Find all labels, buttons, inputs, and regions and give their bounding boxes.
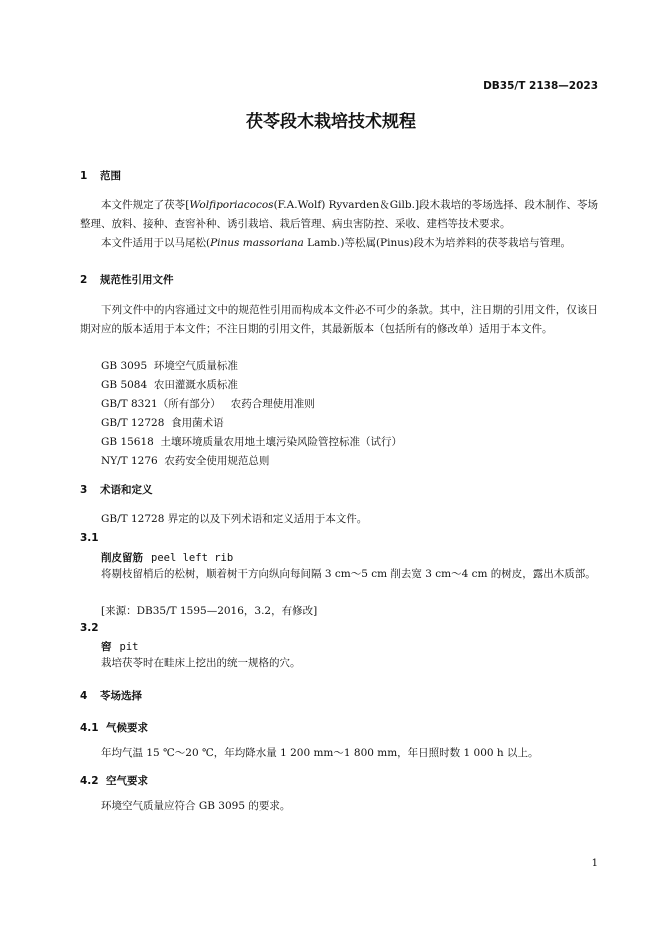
term-heading — [101, 639, 138, 654]
subsection-title: 气候要求 — [106, 722, 148, 734]
term-number: 3.2 — [80, 622, 99, 634]
reference-name: 农田灌溉水质标准 — [153, 379, 238, 391]
reference-item — [101, 377, 238, 392]
text-run: Lamb.)等松属(Pinus)段木为培养料的茯苓栽培与管理。 — [303, 237, 571, 249]
section-1-heading — [80, 168, 121, 183]
standard-code: DB35/T 2138—2023 — [483, 80, 598, 92]
terms-intro: GB/T 12728 界定的以及下列术语和定义适用于本文件。 — [101, 513, 368, 525]
section-title: 范围 — [100, 170, 121, 182]
subsection-number: 4.2 — [80, 775, 99, 787]
term-source: [来源：DB35/T 1595—2016，3.2，有修改] — [101, 605, 318, 617]
latin-name: Pinus massoriana — [210, 237, 304, 249]
reference-name: 食用菌术语 — [171, 417, 224, 429]
section-number: 2 — [80, 274, 88, 286]
reference-id: GB 5084 — [101, 379, 148, 391]
reference-item — [101, 434, 402, 449]
term-definition: 将剔枝留梢后的松树，顺着树干方向纵向每间隔 3 cm～5 cm 削去宽 3 cm～4 cm 的树皮，露出木质部。 — [101, 568, 596, 580]
section-number: 3 — [80, 484, 88, 496]
reference-id: GB/T 12728 — [101, 417, 165, 429]
document-title: 茯苓段木栽培技术规程 — [246, 112, 416, 132]
reference-item — [101, 396, 315, 411]
text-run: (F.A.Wolf) Ryvarden＆Gilb.]段木栽培的苓场选择、段木制作、苓场整理、放料、接种、查窖补种、诱引栽培、栽后管理、病虫害防控、采收、建档等技术要求。 — [80, 199, 598, 230]
section-number: 4 — [80, 690, 88, 702]
section-4-heading — [80, 688, 142, 703]
scope-paragraph-1 — [80, 196, 598, 234]
normative-references-intro: 下列文件中的内容通过文中的规范性引用而构成本文件必不可少的条款。其中，注日期的引用文件，仅该日期对应的版本适用于本文件；不注日期的引用文件，其最新版本（包括所有的修改单）适用于本文件。 — [80, 304, 598, 335]
term-en: pit — [119, 641, 139, 653]
term-definition: 栽培茯苓时在畦床上挖出的统一规格的穴。 — [101, 657, 301, 669]
air-requirement-text: 环境空气质量应符合 GB 3095 的要求。 — [101, 800, 291, 812]
section-title: 苓场选择 — [100, 690, 142, 702]
section-title: 规范性引用文件 — [100, 274, 174, 286]
section-3-heading — [80, 482, 153, 497]
reference-item — [101, 358, 238, 373]
reference-name: 环境空气质量标准 — [153, 360, 238, 372]
scope-paragraph-2 — [80, 234, 598, 253]
subsection-title: 空气要求 — [106, 775, 148, 787]
text-run: 本文件规定了茯苓[ — [101, 199, 190, 211]
section-2-heading — [80, 272, 174, 287]
climate-requirement-text: 年均气温 15 ℃～20 ℃，年均降水量 1 200 mm～1 800 mm，年日照时数 1 000 h 以上。 — [101, 747, 539, 759]
section-number: 1 — [80, 170, 88, 182]
text-run: 本文件适用于以马尾松( — [101, 237, 211, 249]
reference-name: 土壤环境质量农用地土壤污染风险管控标准（试行） — [160, 436, 403, 448]
term-zh: 窖 — [101, 641, 112, 653]
reference-name: 农药安全使用规范总则 — [164, 455, 270, 467]
term-zh: 削皮留筋 — [101, 552, 143, 564]
page-number: 1 — [591, 858, 598, 869]
term-number: 3.1 — [80, 532, 99, 544]
reference-item — [101, 453, 269, 468]
reference-item — [101, 415, 224, 430]
section-title: 术语和定义 — [100, 484, 153, 496]
subsection-4-1-heading — [80, 720, 148, 735]
term-en: peel left rib — [151, 552, 234, 564]
subsection-number: 4.1 — [80, 722, 99, 734]
reference-id: GB 3095 — [101, 360, 148, 372]
term-heading — [101, 550, 233, 565]
reference-name: 农药合理使用准则 — [230, 398, 315, 410]
reference-id: NY/T 1276 — [101, 455, 158, 467]
reference-id: GB/T 8321（所有部分） — [101, 398, 221, 410]
latin-name: Wolfiporiacocos — [189, 199, 274, 211]
subsection-4-2-heading — [80, 773, 148, 788]
reference-id: GB 15618 — [101, 436, 154, 448]
